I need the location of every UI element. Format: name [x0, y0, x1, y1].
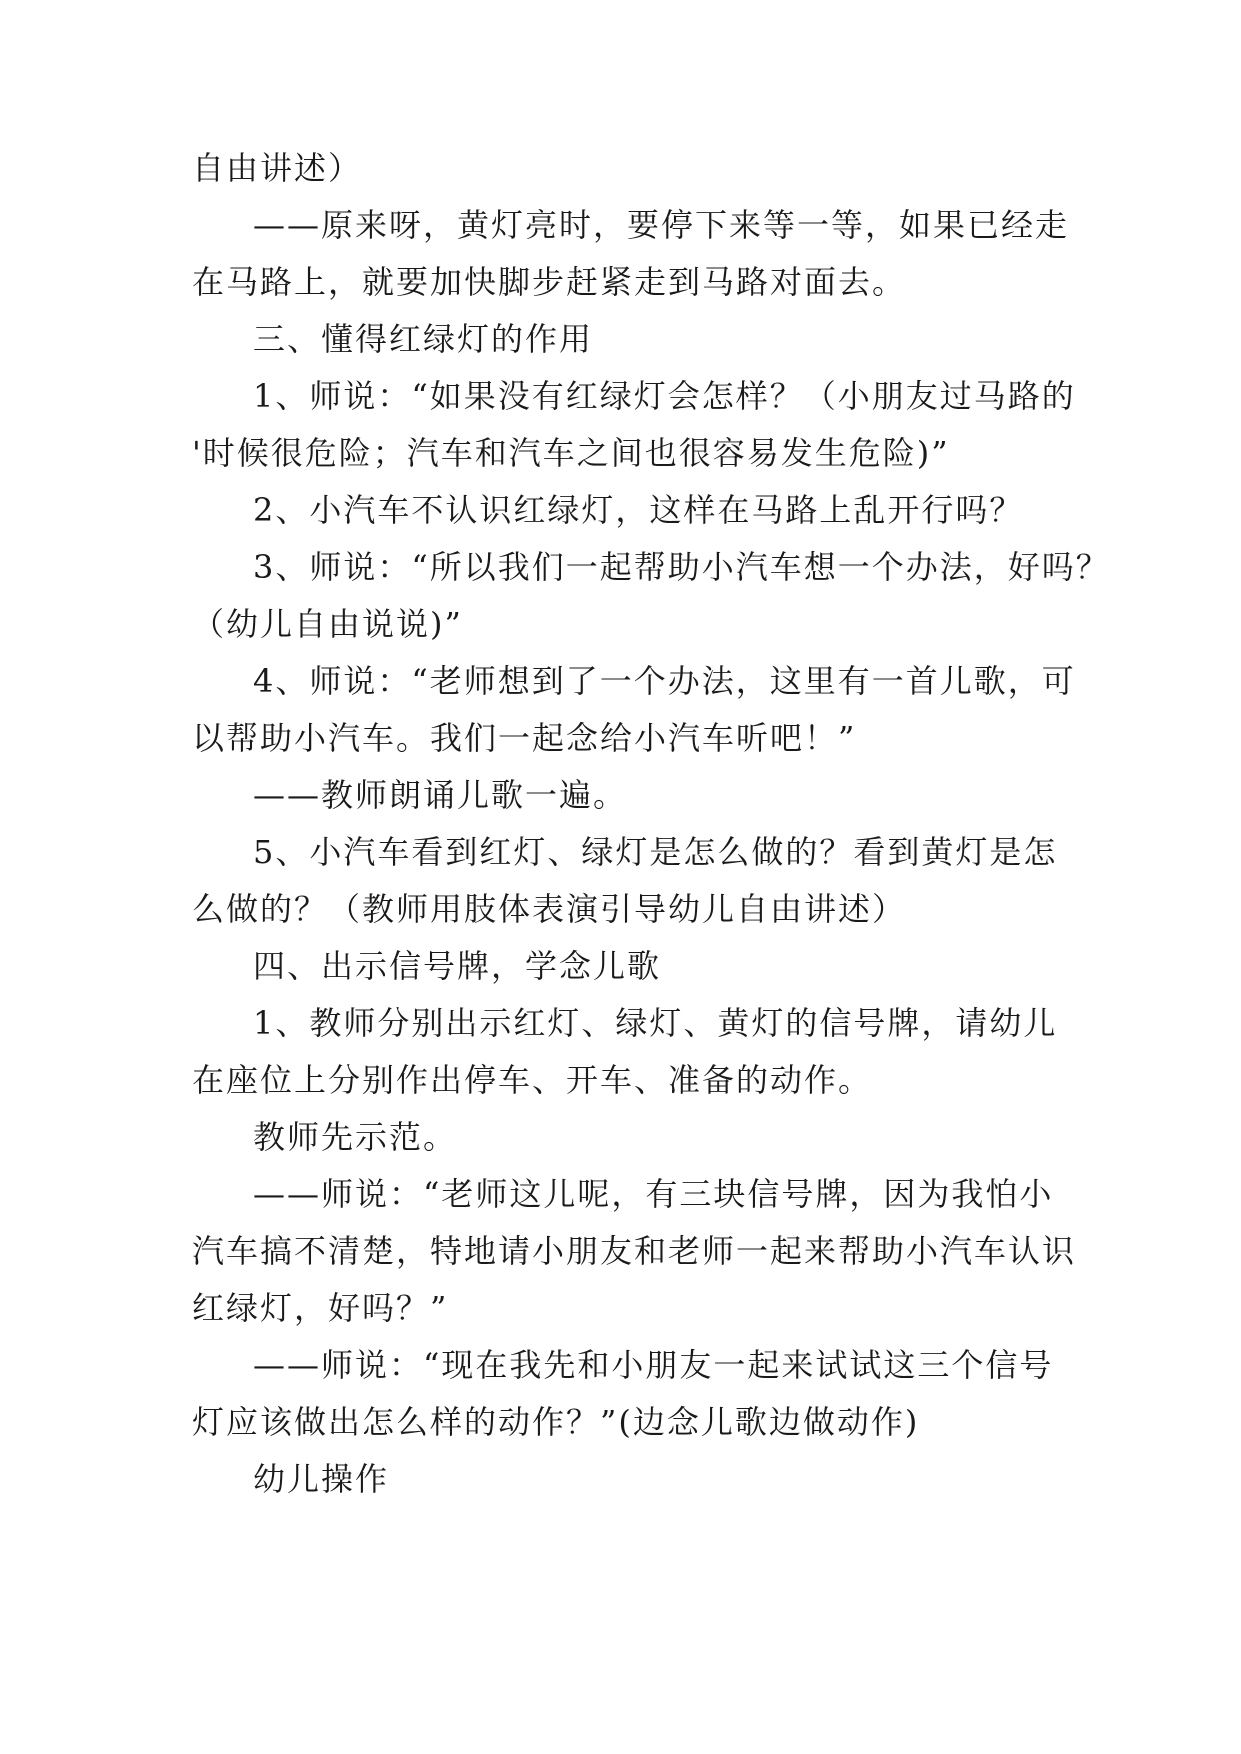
text-line: 幼儿操作: [253, 1460, 390, 1498]
text-line: 灯应该做出怎么样的动作？”(边念儿歌边做动作): [192, 1403, 920, 1441]
text-line: （幼儿自由说说)”: [192, 605, 463, 643]
section-heading: 三、懂得红绿灯的作用: [253, 320, 594, 358]
text-line: 汽车搞不清楚，特地请小朋友和老师一起来帮助小汽车认识: [192, 1232, 1077, 1270]
text-line: 以帮助小汽车。我们一起念给小汽车听吧！”: [192, 719, 857, 757]
text-line: 5、小汽车看到红灯、绿灯是怎么做的？看到黄灯是怎: [253, 833, 1058, 871]
text-line: 1、师说：“如果没有红绿灯会怎样？（小朋友过马路的: [253, 377, 1076, 415]
text-line: ——师说：“老师这儿呢，有三块信号牌，因为我怕小: [253, 1175, 1054, 1213]
text-line: 2、小汽车不认识红绿灯，这样在马路上乱开行吗？: [253, 491, 1024, 529]
section-heading: 四、出示信号牌，学念儿歌: [253, 947, 662, 985]
text-line: ——教师朗诵儿歌一遍。: [253, 776, 628, 814]
text-line: ——原来呀，黄灯亮时，要停下来等一等，如果已经走: [253, 206, 1070, 244]
text-line: 1、教师分别出示红灯、绿灯、黄灯的信号牌，请幼儿: [253, 1004, 1058, 1042]
text-line: 在座位上分别作出停车、开车、准备的动作。: [192, 1061, 873, 1099]
text-line: 自由讲述）: [192, 149, 363, 187]
text-line: 4、师说：“老师想到了一个办法，这里有一首儿歌，可: [253, 662, 1076, 700]
text-line: 么做的？（教师用肢体表演引导幼儿自由讲述）: [192, 890, 907, 928]
text-line: 教师先示范。: [253, 1118, 458, 1156]
text-line: 3、师说：“所以我们一起帮助小汽车想一个办法，好吗？: [253, 548, 1110, 586]
text-line: 在马路上，就要加快脚步赶紧走到马路对面去。: [192, 263, 907, 301]
text-line: 红绿灯，好吗？”: [192, 1289, 449, 1327]
text-line: ——师说：“现在我先和小朋友一起来试试这三个信号: [253, 1346, 1054, 1384]
text-line: '时候很危险；汽车和汽车之间也很容易发生危险)”: [192, 434, 950, 472]
